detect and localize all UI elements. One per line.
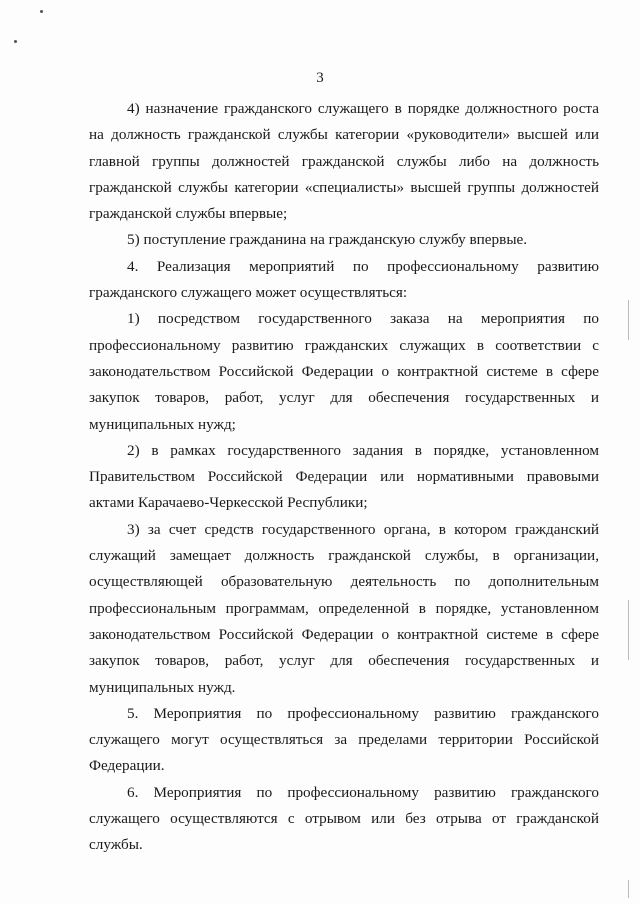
scan-speck — [40, 10, 43, 13]
scan-edge-mark — [628, 300, 629, 340]
document-body — [89, 96, 599, 859]
paragraph-section-4: 4. Реализация мероприятий по профессиональному развитию гражданского служащего может осуществляться: — [89, 257, 599, 302]
scan-speck — [14, 40, 17, 43]
paragraph-item-5: 5) поступление гражданина на гражданскую службу впервые. — [127, 231, 528, 249]
paragraph-subitem-1: 1) посредством государственного заказа на мероприятия по профессиональному развитию гражданских служащих в соответствии с законодательством Российской Федерации о контрактной системе в сфере закупок товаров, работ, услуг для обеспечения государственных и муниципальных нужд; — [89, 310, 599, 433]
paragraph-subitem-3: 3) за счет средств государственного органа, в котором гражданский служащий замещает должность гражданской службы, в организации, осуществляющей образовательную деятельность по дополнительным профессиональным программам, определенной в порядке, установленном законодательством Российской Федерации о контрактной системе в сфере закупок товаров, работ, услуг для обеспечения государственных и муниципальных нужд. — [89, 520, 599, 696]
paragraph-section-5: 5. Мероприятия по профессиональному развитию гражданского служащего могут осуществляться за пределами территории Российской Федерации. — [89, 704, 599, 775]
paragraph-section-6: 6. Мероприятия по профессиональному развитию гражданского служащего осуществляются с отрывом или без отрыва от гражданской службы. — [89, 783, 599, 854]
page-number: 3 — [316, 70, 324, 86]
paragraph-item-4: 4) назначение гражданского служащего в порядке должностного роста на должность гражданской службы категории «руководители» высшей или главной группы должностей гражданской службы либо на должность гражданской службы категории «специалисты» высшей группы должностей гражданской службы впервые; — [89, 100, 599, 223]
scan-edge-mark — [628, 880, 629, 898]
scan-edge-mark — [628, 600, 629, 660]
paragraph-subitem-2: 2) в рамках государственного задания в порядке, установленном Правительством Российской Федерации или нормативными правовыми актами Карачаево-Черкесской Республики; — [89, 441, 599, 512]
